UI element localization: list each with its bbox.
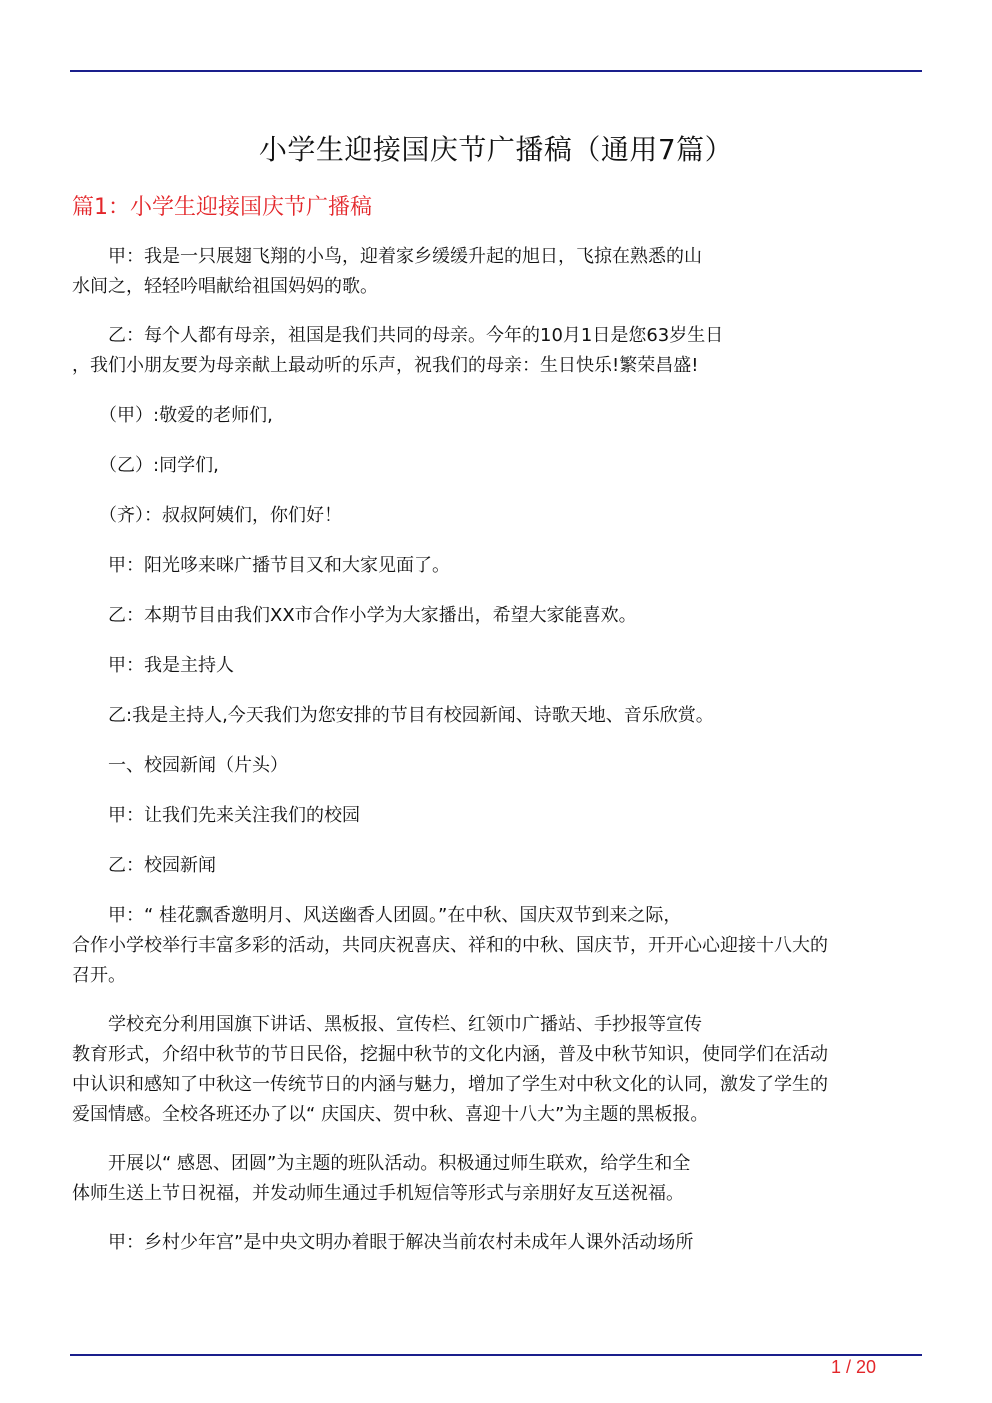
paragraph-13: 甲：“ 桂花飘香邀明月、风送幽香人团圆。”在中秋、国庆双节到来之际， 合作小学校举行丰富多彩的活动，共同庆祝喜庆、祥和的中秋、国庆节，开开心心迎接十八大的 召开。	[72, 905, 828, 986]
section-heading: 篇1：小学生迎接国庆节广播稿	[72, 195, 372, 220]
paragraph-2: 乙：每个人都有母亲，祖国是我们共同的母亲。今年的10月1日是您63岁生日 ，我们小朋友要为母亲献上最动听的乐声，祝我们的母亲：生日快乐!繁荣昌盛!	[72, 325, 724, 376]
paragraph-12: 乙：校园新闻	[72, 855, 216, 876]
paragraph-1: 甲：我是一只展翅飞翔的小鸟，迎着家乡缓缓升起的旭日，飞掠在熟悉的山 水间之，轻轻吟唱献给祖国妈妈的歌。	[72, 246, 702, 297]
paragraph-7: 乙：本期节目由我们XX市合作小学为大家播出，希望大家能喜欢。	[72, 605, 637, 626]
paragraph-16: 甲：乡村少年宫”是中央文明办着眼于解决当前农村未成年人课外活动场所	[72, 1232, 694, 1253]
document-title: 小学生迎接国庆节广播稿（通用7篇）	[258, 133, 734, 166]
paragraph-10: 一、校园新闻（片头）	[72, 755, 288, 776]
header-rule	[70, 70, 922, 72]
page-indicator: 1 / 20	[830, 1357, 876, 1377]
footer-rule	[70, 1354, 922, 1356]
paragraph-9: 乙:我是主持人,今天我们为您安排的节目有校园新闻、诗歌天地、音乐欣赏。	[72, 705, 714, 726]
paragraph-6: 甲：阳光哆来咪广播节目又和大家见面了。	[72, 555, 450, 576]
paragraph-14: 学校充分利用国旗下讲话、黑板报、宣传栏、红领巾广播站、手抄报等宣传 教育形式，介绍中秋节的节日民俗，挖掘中秋节的文化内涵，普及中秋节知识，使同学们在活动 中认识和感知了中秋这一传统节日的内涵与魅力，增加了学生对中秋文化的认同，激发了学生的 爱国情感。全校各班还办了以“ 庆国庆、贺中秋、喜迎十八大”为主题的黑板报。	[72, 1014, 828, 1125]
paragraph-3: （甲）:敬爱的老师们,	[72, 405, 273, 426]
paragraph-5: （齐）：叔叔阿姨们，你们好！	[72, 505, 342, 526]
paragraph-15: 开展以“ 感恩、团圆”为主题的班队活动。积极通过师生联欢，给学生和全 体师生送上节日祝福，并发动师生通过手机短信等形式与亲朋好友互送祝福。	[72, 1153, 691, 1204]
paragraph-11: 甲：让我们先来关注我们的校园	[72, 805, 360, 826]
paragraph-4: （乙）:同学们,	[72, 455, 219, 476]
paragraph-8: 甲：我是主持人	[72, 655, 234, 676]
